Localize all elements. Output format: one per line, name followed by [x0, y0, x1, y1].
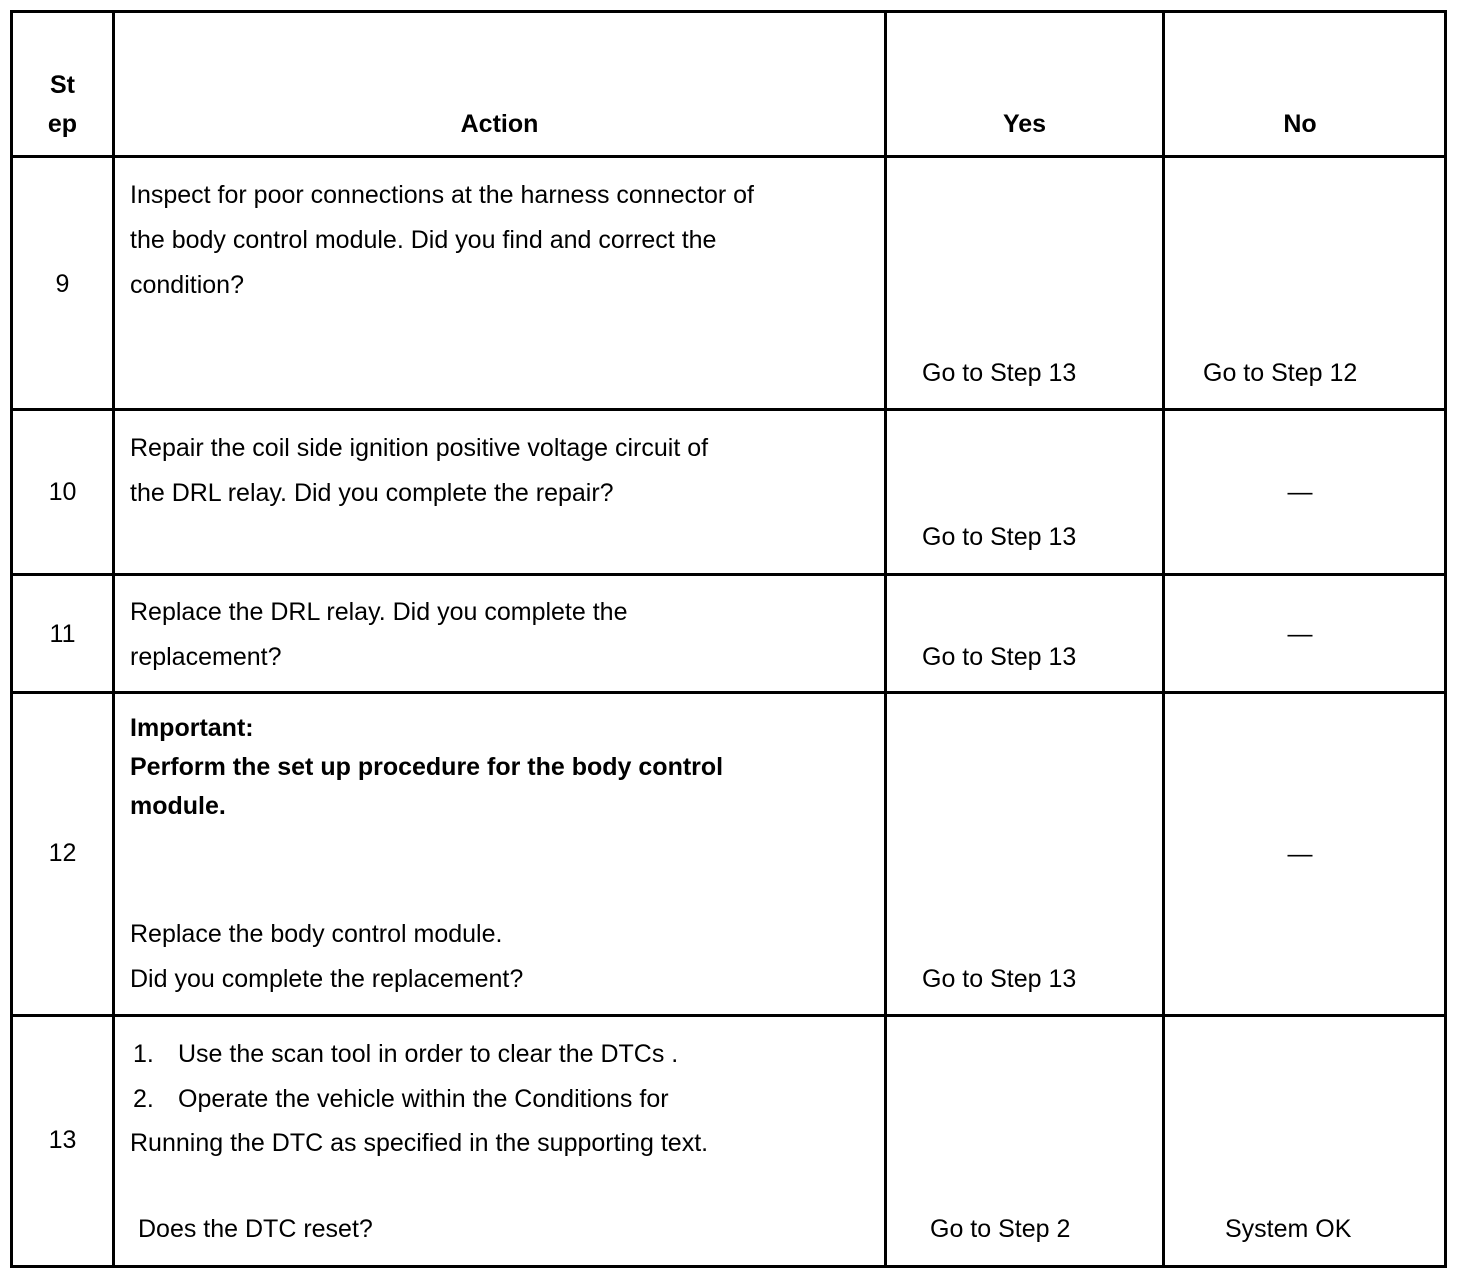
list-number: 1. — [133, 1040, 154, 1068]
important-line: module. — [130, 792, 226, 820]
header-yes: Yes — [1002, 110, 1047, 138]
action-line: Did you complete the replacement? — [130, 965, 524, 993]
yes-result: Go to Step 13 — [922, 965, 1077, 993]
action-text — [130, 173, 754, 308]
yes-result: Go to Step 13 — [922, 523, 1077, 551]
no-result: System OK — [1225, 1215, 1352, 1243]
step-number: 13 — [48, 1126, 77, 1154]
step-number: 12 — [48, 839, 77, 867]
list-item — [133, 1032, 678, 1077]
yes-result: Go to Step 13 — [922, 359, 1077, 387]
column-divider-step — [112, 10, 115, 1268]
row-divider-9 — [10, 408, 1447, 411]
list-text: Operate the vehicle within the Conditions for — [178, 1085, 669, 1113]
numbered-list — [133, 1032, 678, 1122]
header-no: No — [1283, 110, 1317, 138]
list-text: Use the scan tool in order to clear the DTCs . — [178, 1040, 679, 1068]
action-line: Repair the coil side ignition positive voltage circuit of — [130, 434, 709, 462]
header-step — [13, 66, 112, 144]
action-text — [130, 426, 708, 516]
step-number: 9 — [55, 270, 70, 298]
row-divider-header — [10, 155, 1447, 158]
action-line: condition? — [130, 271, 244, 299]
list-number: 2. — [133, 1085, 154, 1113]
action-line: replacement? — [130, 643, 282, 671]
action-text — [130, 912, 523, 1002]
action-line: Replace the body control module. — [130, 920, 503, 948]
important-line: Perform the set up procedure for the body control — [130, 753, 724, 781]
list-item — [133, 1077, 678, 1122]
no-result: — — [1287, 620, 1313, 648]
row-divider-11 — [10, 691, 1447, 694]
action-line: the DRL relay. Did you complete the repair? — [130, 479, 614, 507]
important-label: Important: — [130, 714, 254, 742]
step-number: 10 — [48, 478, 77, 506]
step-number: 11 — [49, 620, 76, 648]
header-step-line1: St — [50, 71, 75, 99]
yes-result: Go to Step 2 — [930, 1215, 1071, 1243]
yes-result: Go to Step 13 — [922, 643, 1077, 671]
no-result: — — [1287, 840, 1313, 868]
column-divider-action — [884, 10, 887, 1268]
action-text — [130, 590, 627, 680]
row-divider-10 — [10, 573, 1447, 576]
action-line: the body control module. Did you find and correct the — [130, 226, 717, 254]
action-line: Inspect for poor connections at the harness connector of — [130, 181, 754, 209]
header-step-line2: ep — [47, 110, 78, 138]
header-action: Action — [460, 110, 539, 138]
no-result: Go to Step 12 — [1203, 359, 1358, 387]
action-line: Running the DTC as specified in the supporting text. — [130, 1129, 709, 1157]
action-question: Does the DTC reset? — [138, 1215, 373, 1243]
no-result: — — [1287, 478, 1313, 506]
action-line: Replace the DRL relay. Did you complete the — [130, 598, 628, 626]
important-note — [130, 709, 723, 826]
row-divider-12 — [10, 1014, 1447, 1017]
